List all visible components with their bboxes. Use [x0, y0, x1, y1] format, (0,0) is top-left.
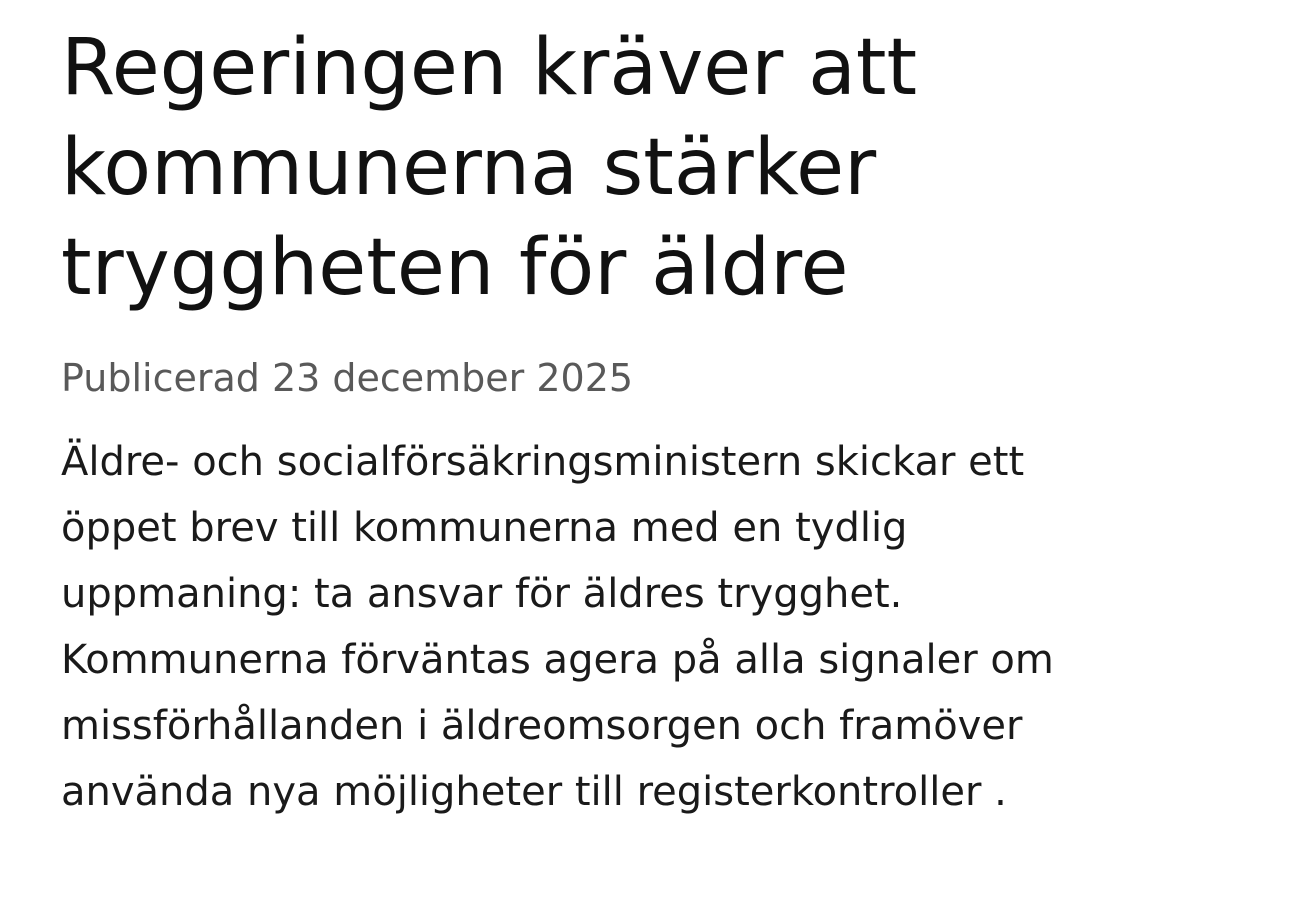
title-line: tryggheten för äldre [61, 223, 849, 313]
lead-line: missförhållanden i äldreomsorgen och framöver [61, 703, 1023, 749]
lead-line: Kommunerna förväntas agera på alla signaler om [61, 637, 1054, 683]
lead-line: Äldre- och socialförsäkringsministern skickar ett [61, 439, 1025, 485]
title-line: kommunerna stärker [61, 123, 877, 213]
lead-line: använda nya möjligheter till registerkontroller . [61, 769, 1007, 815]
lead-line: öppet brev till kommunerna med en tydlig [61, 505, 908, 551]
page-title [61, 0, 961, 318]
publish-date: Publicerad 23 december 2025 [61, 356, 634, 400]
title-line: Regeringen kräver att [61, 23, 918, 113]
lead-paragraph [61, 429, 1241, 825]
lead-line: uppmaning: ta ansvar för äldres trygghet. [61, 571, 903, 617]
article [61, 0, 1241, 825]
